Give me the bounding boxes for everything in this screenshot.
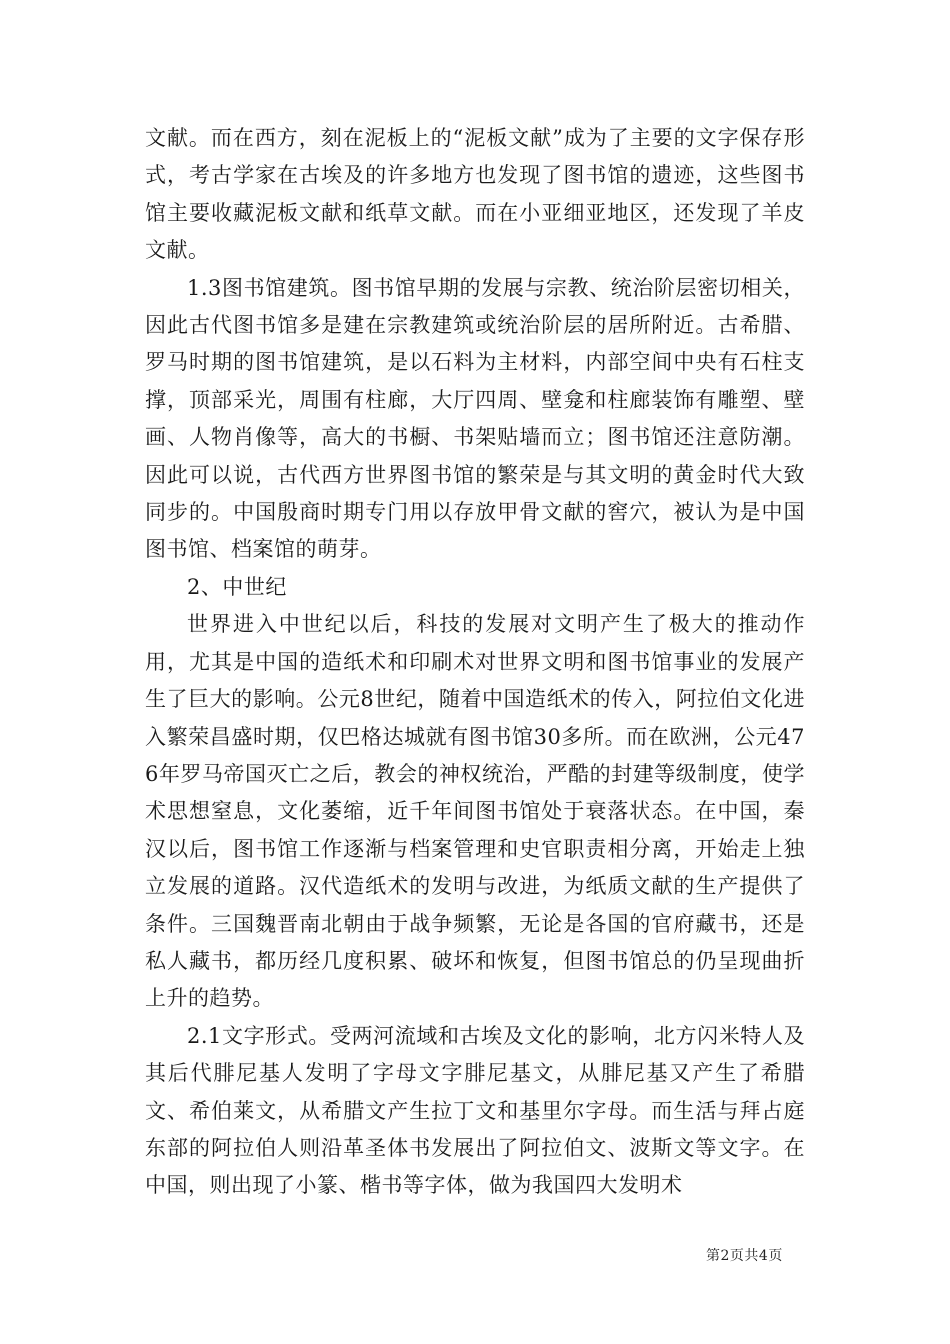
document-body: [145, 120, 805, 1205]
paragraph-1: 文献。而在西方，刻在泥板上的“泥板文献”成为了主要的文字保存形式，考古学家在古埃及的许多地方也发现了图书馆的遗迹，这些图书馆主要收藏泥板文献和纸草文献。而在小亚细亚地区，还发现了羊皮文献。: [145, 126, 805, 263]
paragraph-2: 1.3图书馆建筑。图书馆早期的发展与宗教、统治阶层密切相关，因此古代图书馆多是建在宗教建筑或统治阶层的居所附近。古希腊、罗马时期的图书馆建筑，是以石料为主材料，内部空间中央有石柱支撑，顶部采光，周围有柱廊，大厅四周、壁龛和柱廊装饰有雕塑、壁画、人物肖像等，高大的书橱、书架贴墙而立；图书馆还注意防潮。因此可以说，古代西方世界图书馆的繁荣是与其文明的黄金时代大致同步的。中国殷商时期专门用以存放甲骨文献的窖穴，被认为是中国图书馆、档案馆的萌芽。: [145, 275, 805, 562]
page-number: 第2页共4页: [706, 1248, 783, 1264]
section-heading: 2、中世纪: [187, 574, 287, 599]
paragraph-4: 2.1文字形式。受两河流域和古埃及文化的影响，北方闪米特人及其后代腓尼基人发明了字母文字腓尼基文，从腓尼基又产生了希腊文、希伯莱文，从希腊文产生拉丁文和基里尔字母。而生活与拜占庭东部的阿拉伯人则沿革圣体书发展出了阿拉伯文、波斯文等文字。在中国，则出现了小篆、楷书等字体，做为我国四大发明术: [145, 1023, 805, 1198]
paragraph-3: 世界进入中世纪以后，科技的发展对文明产生了极大的推动作用，尤其是中国的造纸术和印刷术对世界文明和图书馆事业的发展产生了巨大的影响。公元8世纪，随着中国造纸术的传入，阿拉伯文化进入繁荣昌盛时期，仅巴格达城就有图书馆30多所。而在欧洲，公元476年罗马帝国灭亡之后，教会的神权统治，严酷的封建等级制度，使学术思想窒息，文化萎缩，近千年间图书馆处于衰落状态。在中国，秦汉以后，图书馆工作逐渐与档案管理和史官职责相分离，开始走上独立发展的道路。汉代造纸术的发明与改进，为纸质文献的生产提供了条件。三国魏晋南北朝由于战争频繁，无论是各国的官府藏书，还是私人藏书，都历经几度积累、破坏和恢复，但图书馆总的仍呈现曲折上升的趋势。: [145, 612, 805, 1011]
